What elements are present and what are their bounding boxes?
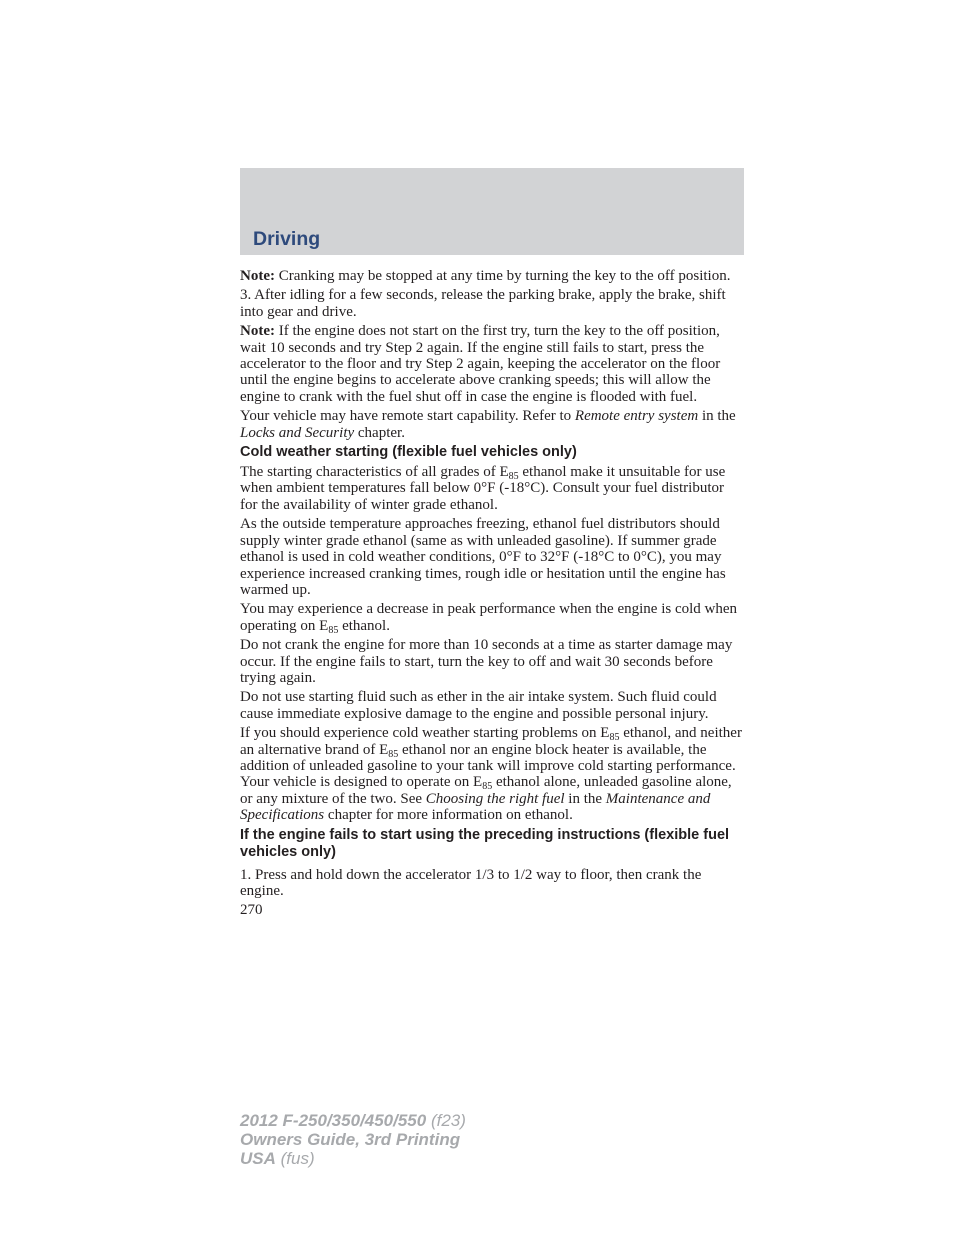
cold-paragraph-2: As the outside temperature approaches freezing, ethanol fuel distributors should supply winter grade ethanol (same as with unleaded gasoline). If summer grade ethanol is used in cold weather conditions, 0°F to 32°F (-18°C to 0°C), you may experience increased cranking times, rough idle or hesitation until the engine has warmed up. xyxy=(240,516,726,598)
footer-line-2 xyxy=(240,1130,466,1149)
subscript: 85 xyxy=(328,624,339,636)
footer-market: USA xyxy=(240,1149,276,1168)
text-run: ethanol make it unsuitable for use when ambient temperatures fall below 0°F (-18°C). Consult your fuel distributor for the availability of winter grade ethanol. xyxy=(240,464,726,513)
text-run: in the xyxy=(564,790,606,807)
footer-model-code: (f23) xyxy=(426,1111,466,1130)
text-run: ethanol alone, unleaded gasoline alone, or any mixture of the two. See xyxy=(240,774,732,807)
subscript: 85 xyxy=(388,748,399,760)
text-run: ethanol. xyxy=(338,617,390,634)
subscript: 85 xyxy=(609,732,620,744)
cold-paragraph-5: Do not use starting fluid such as ether in the air intake system. Such fluid could cause immediate explosive damage to the engine and possible personal injury. xyxy=(240,689,717,722)
note-text: If the engine does not start on the first try, turn the key to the off position, wait 10 seconds and try Step 2 again. If the engine still fails to start, press the accelerator to the floor and try Step 2 again, keeping the accelerator on the floor until the engine begins to accelerate above cranking speeds; this will allow the engine to crank with the fuel shut off in case the engine is flooded with fuel. xyxy=(240,323,721,405)
text-run: You may experience a decrease in peak performance when the engine is cold when operating on E xyxy=(240,601,738,634)
text-run: chapter. xyxy=(354,424,405,441)
cold-paragraph-3 xyxy=(240,601,744,634)
cold-paragraph-4: Do not crank the engine for more than 10 seconds at a time as starter damage may occur. If the engine fails to start, turn the key to off and wait 30 seconds before trying again. xyxy=(240,637,733,686)
footer-printing: Owners Guide, 3rd Printing xyxy=(240,1130,461,1149)
text-run: ethanol, and neither an alternative brand of E xyxy=(240,725,742,758)
text-run: If you should experience cold weather starting problems on E xyxy=(240,725,610,742)
reference-remote-entry: Remote entry system xyxy=(574,408,699,425)
text-run: The starting characteristics of all grades of E xyxy=(240,464,509,481)
note-text: Cranking may be stopped at any time by turning the key to the off position. xyxy=(274,268,731,284)
section-title: Driving xyxy=(253,228,321,250)
footer-model: 2012 F-250/350/450/550 xyxy=(240,1111,427,1130)
subscript: 85 xyxy=(508,471,519,483)
reference-maintenance-specs: Maintenance and Specifications xyxy=(240,790,711,824)
text-run: chapter for more information on ethanol. xyxy=(324,807,573,824)
remote-start-paragraph xyxy=(240,408,744,441)
text-run: ethanol nor an engine block heater is available, the addition of unleaded gasoline to your tank will improve cold starting performance. Your vehicle is designed to operate on E xyxy=(240,741,736,791)
heading-cold-weather: Cold weather starting (flexible fuel vehicles only) xyxy=(240,444,577,461)
text-run: Your vehicle may have remote start capability. Refer to xyxy=(240,408,575,425)
cold-paragraph-1 xyxy=(240,464,744,513)
text-run: in the xyxy=(698,408,736,425)
fail-step-1: 1. Press and hold down the accelerator 1/3 to 1/2 way to floor, then crank the engine. xyxy=(240,866,702,899)
section-header-band xyxy=(240,168,744,255)
step-3: 3. After idling for a few seconds, release the parking brake, apply the brake, shift into gear and drive. xyxy=(240,287,726,320)
note-engine-fails xyxy=(240,323,744,405)
note-label: Note: xyxy=(240,323,275,340)
reference-locks-security: Locks and Security xyxy=(240,424,355,441)
heading-engine-fails: If the engine fails to start using the preceding instructions (flexible fuel vehicles only) xyxy=(240,826,730,860)
cold-paragraph-6 xyxy=(240,725,744,823)
page-number: 270 xyxy=(240,902,263,919)
footer-line-3 xyxy=(240,1149,466,1168)
subscript: 85 xyxy=(482,781,493,793)
note-cranking xyxy=(240,268,744,284)
footer-line-1 xyxy=(240,1111,466,1130)
footer-publication-info xyxy=(240,1111,466,1168)
page-content xyxy=(240,268,744,922)
reference-choosing-fuel: Choosing the right fuel xyxy=(425,790,565,807)
note-label: Note: xyxy=(240,268,275,284)
footer-market-code: (fus) xyxy=(275,1149,315,1168)
